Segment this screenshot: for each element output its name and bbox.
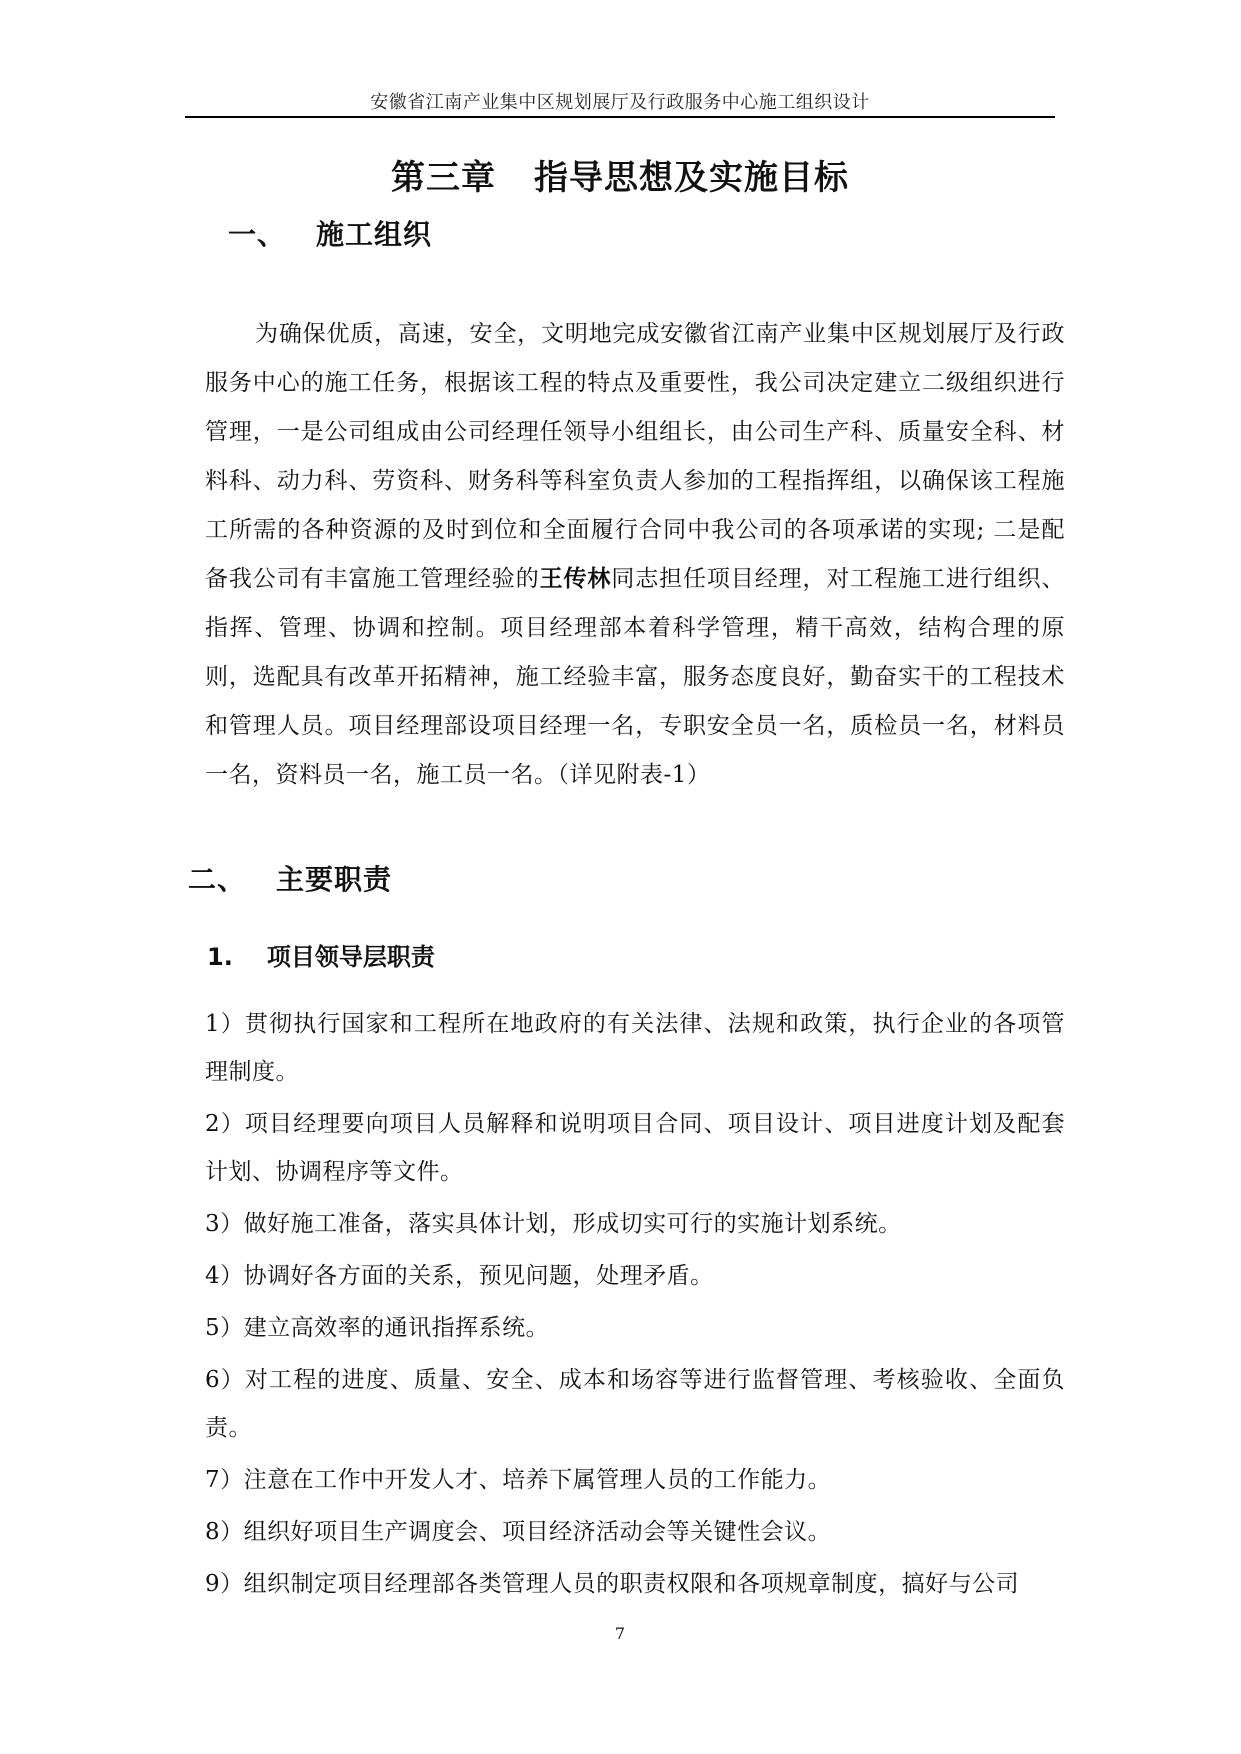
subsection-1-title: 项目领导层职责: [266, 943, 435, 971]
subsection-1-heading: [207, 937, 435, 972]
header-rule: [185, 116, 1055, 118]
list-item: 8）组织好项目生产调度会、项目经济活动会等关键性会议。: [205, 1519, 832, 1545]
paragraph-text-after: 同志担任项目经理，对工程施工进行组织、指挥、管理、协调和控制。项目经理部本着科学管理，精干高效，结构合理的原则，选配具有改革开拓精神，施工经验丰富，服务态度良好，勤奋实干的工程技术和管理人员。项目经理部设项目经理一名，专职安全员一名，质检员一名，材料员一名，资料员一名，施工员一名。（详见附表-1）: [205, 566, 1066, 788]
list-item: 9）组织制定项目经理部各类管理人员的职责权限和各项规章制度，搞好与公司: [205, 1571, 1020, 1597]
list-item: 3）做好施工准备，落实具体计划，形成切实可行的实施计划系统。: [205, 1211, 902, 1237]
project-manager-name: 王传林: [539, 566, 612, 592]
running-header: 安徽省江南产业集中区规划展厅及行政服务中心施工组织设计: [370, 92, 870, 113]
chapter-title: [185, 150, 1055, 199]
list-item: 5）建立高效率的通讯指挥系统。: [205, 1315, 550, 1341]
list-item: 4）协调好各方面的关系，预见问题，处理矛盾。: [205, 1263, 714, 1289]
list-item: 1）贯彻执行国家和工程所在地政府的有关法律、法规和政策，执行企业的各项管理制度。: [205, 1011, 1065, 1085]
section-1-heading: [228, 213, 432, 253]
subsection-1-number: 1.: [207, 943, 233, 971]
list-item: 7）注意在工作中开发人才、培养下属管理人员的工作能力。: [205, 1467, 832, 1493]
section-2-number: 二、: [188, 863, 247, 896]
duties-list: [205, 1000, 1065, 1612]
section-1-title: 施工组织: [316, 218, 433, 251]
list-item: 6）对工程的进度、质量、安全、成本和场容等进行监督管理、考核验收、全面负责。: [205, 1367, 1065, 1441]
chapter-heading: 指导思想及实施目标: [534, 158, 849, 198]
section-1-number: 一、: [228, 218, 287, 251]
section-2-heading: [188, 858, 392, 898]
section-1-paragraph: [205, 310, 1065, 800]
section-2-title: 主要职责: [276, 863, 393, 896]
page-number: 7: [614, 1624, 626, 1643]
chapter-number: 第三章: [391, 158, 496, 198]
list-item: 2）项目经理要向项目人员解释和说明项目合同、项目设计、项目进度计划及配套计划、协调程序等文件。: [205, 1111, 1065, 1185]
paragraph-text-before: 为确保优质，高速，安全，文明地完成安徽省江南产业集中区规划展厅及行政服务中心的施工任务，根据该工程的特点及重要性，我公司决定建立二级组织进行管理，一是公司组成由公司经理任领导小组组长，由公司生产科、质量安全科、材料科、动力科、劳资科、财务科等科室负责人参加的工程指挥组，以确保该工程施工所需的各种资源的及时到位和全面履行合同中我公司的各项承诺的实现; 二是配备我公司有丰富施工管理经验的: [205, 321, 1065, 592]
